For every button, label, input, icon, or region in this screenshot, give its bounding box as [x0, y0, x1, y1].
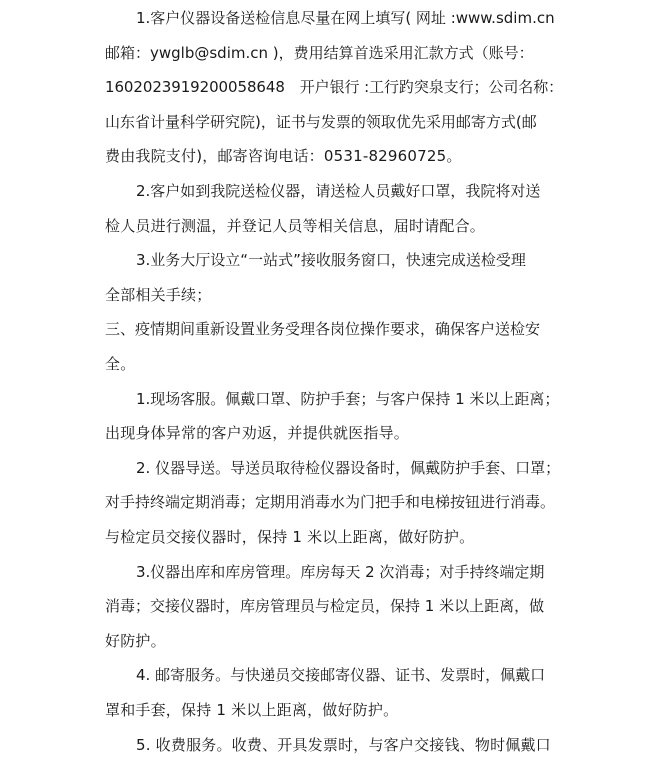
text-line: 全部相关手续；	[105, 285, 212, 304]
text-line: 费由我院支付)，邮寄咨询电话：0531-82960725。	[105, 147, 462, 166]
text-line: 全。	[105, 355, 136, 373]
text-line: 三、疫情期间重新设置业务受理各岗位操作要求，确保客户送检安	[105, 320, 541, 339]
text-line: 好防护。	[105, 631, 166, 650]
text-line: 1602023919200058648 开户银行 :工行趵突泉支行；公司名称：	[105, 78, 563, 97]
text-line: 3.仪器出库和库房管理。库房每天 2 次消毒；对手持终端定期	[136, 562, 545, 581]
text-line: 2.客户如到我院送检仪器，请送检人员戴好口罩，我院将对送	[136, 182, 541, 200]
text-line: 对手持终端定期消毒；定期用消毒水为门把手和电梯按钮进行消毒。	[105, 493, 556, 512]
text-line: 消毒；交接仪器时，库房管理员与检定员，保持 1 米以上距离，做	[105, 597, 545, 616]
text-line: 与检定员交接仪器时，保持 1 米以上距离，做好防护。	[105, 528, 475, 546]
text-line: 1.现场客服。佩戴口罩、防护手套；与客户保持 1 米以上距离；	[136, 389, 560, 408]
text-line: 检人员进行测温，并登记人员等相关信息，届时请配合。	[105, 216, 486, 235]
text-line: 5. 收费服务。收费、开具发票时，与客户交接钱、物时佩戴口	[136, 735, 551, 754]
text-line: 2. 仪器导送。导送员取待检仪器设备时，佩戴防护手套、口罩；	[136, 458, 561, 477]
text-line: 3.业务大厅设立“一站式”接收服务窗口，快速完成送检受理	[136, 251, 526, 270]
text-line: 出现身体异常的客户劝返，并提供就医指导。	[105, 424, 410, 443]
text-line: 1.客户仪器设备送检信息尽量在网上填写( 网址 :www.sdim.cn	[136, 9, 555, 27]
text-line: 罩和手套，保持 1 米以上距离，做好防护。	[105, 701, 399, 719]
text-line: 山东省计量科学研究院)，证书与发票的领取优先采用邮寄方式(邮	[105, 112, 537, 131]
text-line: 4. 邮寄服务。与快递员交接邮寄仪器、证书、发票时，佩戴口	[136, 666, 546, 685]
text-line: 邮箱：ywglb@sdim.cn )，费用结算首选采用汇款方式（账号：	[105, 43, 534, 62]
